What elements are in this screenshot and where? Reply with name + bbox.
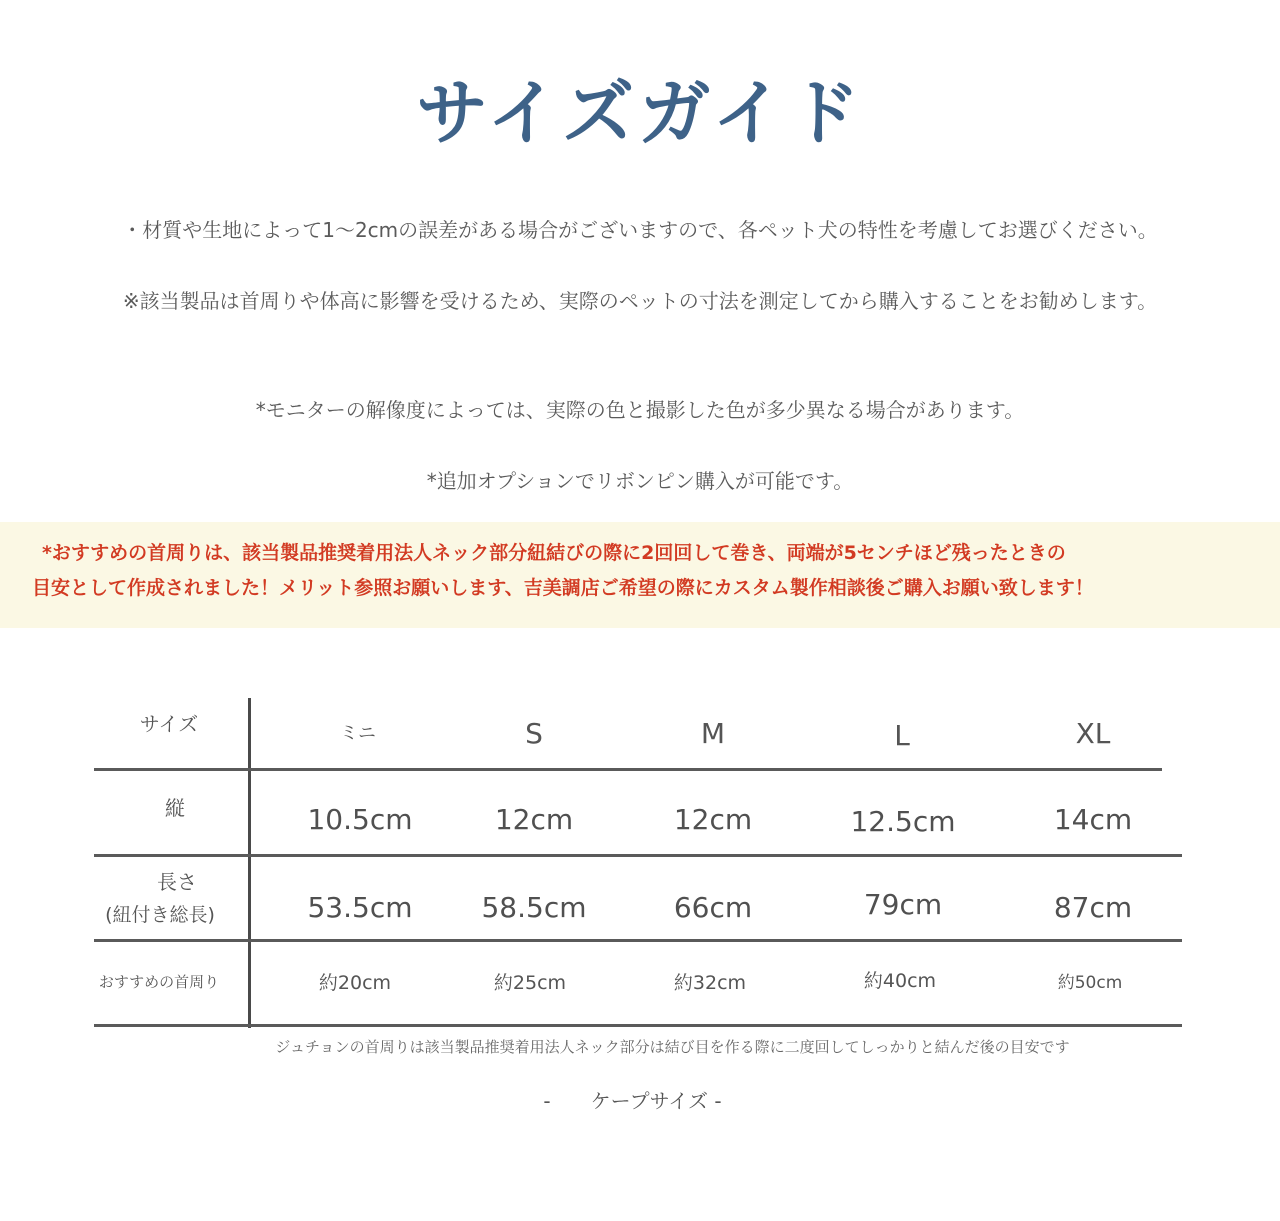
table-divider (94, 939, 1182, 942)
value-mini-length: 53.5cm (307, 891, 413, 924)
value-s-length: 58.5cm (481, 891, 587, 924)
note-monitor: *モニターの解像度によっては、実際の色と撮影した色が多少異なる場合があります。 (255, 398, 1025, 422)
size-table (94, 698, 1182, 1028)
row-label-length-sub: (紐付き総長) (105, 904, 215, 926)
highlight-line-2: 目安として作成されました！メリット参照お願いします、吉美調店ご希望の際にカスタム製作相談後ご購入お願い致します！ (32, 577, 1094, 599)
value-mini-height: 10.5cm (307, 803, 413, 836)
value-m-height: 12cm (673, 803, 753, 836)
header-label-size: サイズ (139, 712, 199, 736)
row-label-neck: おすすめの首周り (98, 973, 220, 991)
value-s-neck: 約25cm (493, 972, 567, 994)
page-title: サイズガイド (415, 71, 865, 155)
col-head-l: L (894, 719, 910, 752)
value-l-neck: 約40cm (863, 970, 937, 992)
table-footnote: ジュチョンの首周りは該当製品推奨着用法人ネック部分は結び目を作る際に二度回してしっかりと結んだ後の目安です (275, 1038, 1070, 1056)
note-ribbon-option: *追加オプションでリボンピン購入が可能です。 (426, 469, 854, 493)
value-l-length: 79cm (863, 888, 943, 921)
col-head-mini: ミニ (340, 723, 376, 744)
row-label-height: 縦 (165, 796, 185, 820)
table-divider (94, 854, 1182, 857)
value-s-height: 12cm (494, 803, 574, 836)
value-mini-neck: 約20cm (318, 972, 392, 994)
cape-size-label: - ケープサイズ - (543, 1089, 722, 1113)
col-head-xl: XL (1075, 717, 1111, 750)
col-head-m: M (700, 717, 726, 750)
value-xl-neck: 約50cm (1057, 973, 1123, 993)
value-xl-length: 87cm (1053, 891, 1133, 924)
table-vertical-divider (248, 698, 251, 1028)
table-divider (94, 1024, 1182, 1027)
col-head-s: S (525, 717, 543, 750)
note-tolerance: ・材質や生地によって1～2cmの誤差がある場合がございますので、各ペット犬の特性を考慮してお選びください。 (122, 218, 1158, 242)
highlight-line-1: *おすすめの首周りは、該当製品推奨着用法人ネック部分紐結びの際に2回回して巻き、両端が5センチほど残ったときの (42, 542, 1066, 564)
table-divider (94, 768, 1162, 771)
value-l-height: 12.5cm (850, 805, 956, 838)
value-m-length: 66cm (673, 891, 753, 924)
value-m-neck: 約32cm (673, 972, 747, 994)
note-measure: ※該当製品は首周りや体高に影響を受けるため、実際のペットの寸法を測定してから購入することをお勧めします。 (122, 289, 1158, 313)
row-label-length: 長さ (157, 870, 197, 894)
value-xl-height: 14cm (1053, 803, 1133, 836)
